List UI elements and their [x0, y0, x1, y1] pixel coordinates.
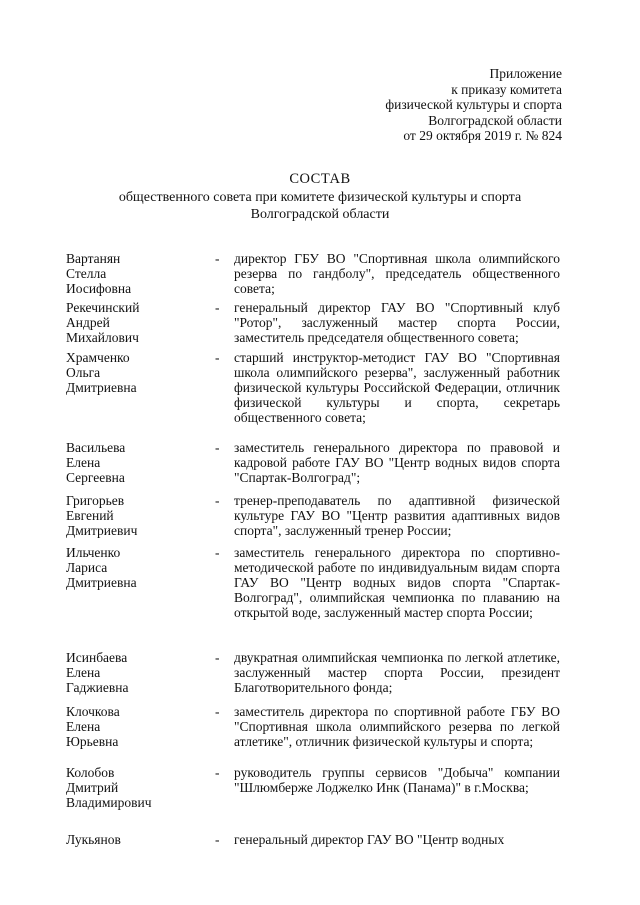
member-patronymic: Гаджиевна — [66, 680, 129, 695]
member-first-name: Елена — [66, 719, 101, 734]
member-dash: - — [215, 832, 220, 847]
member-dash: - — [215, 650, 220, 665]
member-first-name: Дмитрий — [66, 780, 119, 795]
member-surname: Колобов — [66, 765, 115, 780]
member-description: руководитель группы сервисов "Добыча" компании "Шлюмберже Лоджелко Инк (Панама)" в г.Москва; — [234, 765, 560, 795]
member-first-name: Лариса — [66, 560, 108, 575]
member-surname: Григорьев — [66, 493, 125, 508]
member-description: генеральный директор ГАУ ВО "Спортивный клуб "Ротор", заслуженный мастер спорта России, заместитель председателя общественного совета; — [234, 300, 560, 345]
member-patronymic: Дмитриевич — [66, 523, 138, 538]
member-patronymic: Юрьевна — [66, 734, 119, 749]
appendix-line: Волгоградской области — [428, 112, 562, 128]
member-surname: Исинбаева — [66, 650, 128, 665]
member-name — [66, 650, 206, 695]
member-name — [66, 251, 206, 296]
member-name — [66, 493, 206, 538]
member-name — [66, 545, 206, 590]
member-first-name: Елена — [66, 455, 101, 470]
member-description: заместитель генерального директора по правовой и кадровой работе ГАУ ВО "Центр водных видов спорта "Спартак-Волгоград"; — [234, 440, 560, 485]
member-name — [66, 765, 206, 810]
member-description: генеральный директор ГАУ ВО "Центр водных — [234, 832, 505, 847]
member-surname: Васильева — [66, 440, 126, 455]
member-patronymic: Сергеевна — [66, 470, 125, 485]
member-description: старший инструктор-методист ГАУ ВО "Спортивная школа олимпийского резерва", заслуженный работник физической культуры Российской Федерации, отличник физической культуры и спорта, секретарь общественного совета; — [234, 350, 560, 425]
member-surname: Храмченко — [66, 350, 130, 365]
member-name — [66, 440, 206, 485]
member-name — [66, 300, 206, 345]
document-title: СОСТАВ — [289, 171, 351, 187]
member-dash: - — [215, 440, 220, 455]
member-dash: - — [215, 300, 220, 315]
member-first-name: Евгений — [66, 508, 114, 523]
member-surname: Ильченко — [66, 545, 121, 560]
appendix-line: Приложение — [489, 66, 562, 81]
member-first-name: Елена — [66, 665, 101, 680]
appendix-line: от 29 октября 2019 г. № 824 — [403, 128, 562, 143]
member-name — [66, 832, 206, 847]
member-description: двукратная олимпийская чемпионка по легкой атлетике, заслуженный мастер спорта России, президент Благотворительного фонда; — [234, 650, 560, 695]
member-surname: Рекечинский — [66, 300, 140, 315]
member-patronymic: Иосифовна — [66, 281, 132, 296]
member-patronymic: Михайлович — [66, 330, 139, 345]
member-name — [66, 350, 206, 395]
member-surname: Клочкова — [66, 704, 120, 719]
member-dash: - — [215, 251, 220, 266]
member-description: директор ГБУ ВО "Спортивная школа олимпийского резерва по гандболу", председатель общественного совета; — [234, 251, 560, 296]
member-description: тренер-преподаватель по адаптивной физической культуре ГАУ ВО "Центр развития адаптивных видов спорта", заслуженный тренер России; — [234, 493, 560, 538]
member-patronymic: Дмитриевна — [66, 575, 137, 590]
member-patronymic: Владимирович — [66, 795, 152, 810]
member-dash: - — [215, 704, 220, 719]
member-description: заместитель генерального директора по спортивно-методической работе по индивидуальным видам спорта ГАУ ВО "Центр водных видов спорта "Спартак-Волгоград", олимпийская чемпионка по плаванию на открытой воде, заслуженный мастер спорта России; — [234, 545, 560, 620]
member-dash: - — [215, 765, 220, 780]
member-surname: Лукьянов — [66, 832, 121, 847]
member-dash: - — [215, 350, 220, 365]
member-first-name: Ольга — [66, 365, 101, 380]
member-first-name: Стелла — [66, 266, 107, 281]
member-dash: - — [215, 545, 220, 560]
member-dash: - — [215, 493, 220, 508]
appendix-line: физической культуры и спорта — [385, 97, 562, 112]
member-name — [66, 704, 206, 749]
member-description: заместитель директора по спортивной работе ГБУ ВО "Спортивная школа олимпийского резерва по легкой атлетике", отличник физической культуры и спорта; — [234, 704, 560, 749]
member-patronymic: Дмитриевна — [66, 380, 137, 395]
appendix-header — [385, 66, 562, 144]
document-subtitle: общественного совета при комитете физической культуры и спорта Волгоградской области — [118, 190, 522, 222]
appendix-line: к приказу комитета — [451, 81, 562, 97]
member-first-name: Андрей — [66, 315, 110, 330]
member-surname: Вартанян — [66, 251, 121, 266]
